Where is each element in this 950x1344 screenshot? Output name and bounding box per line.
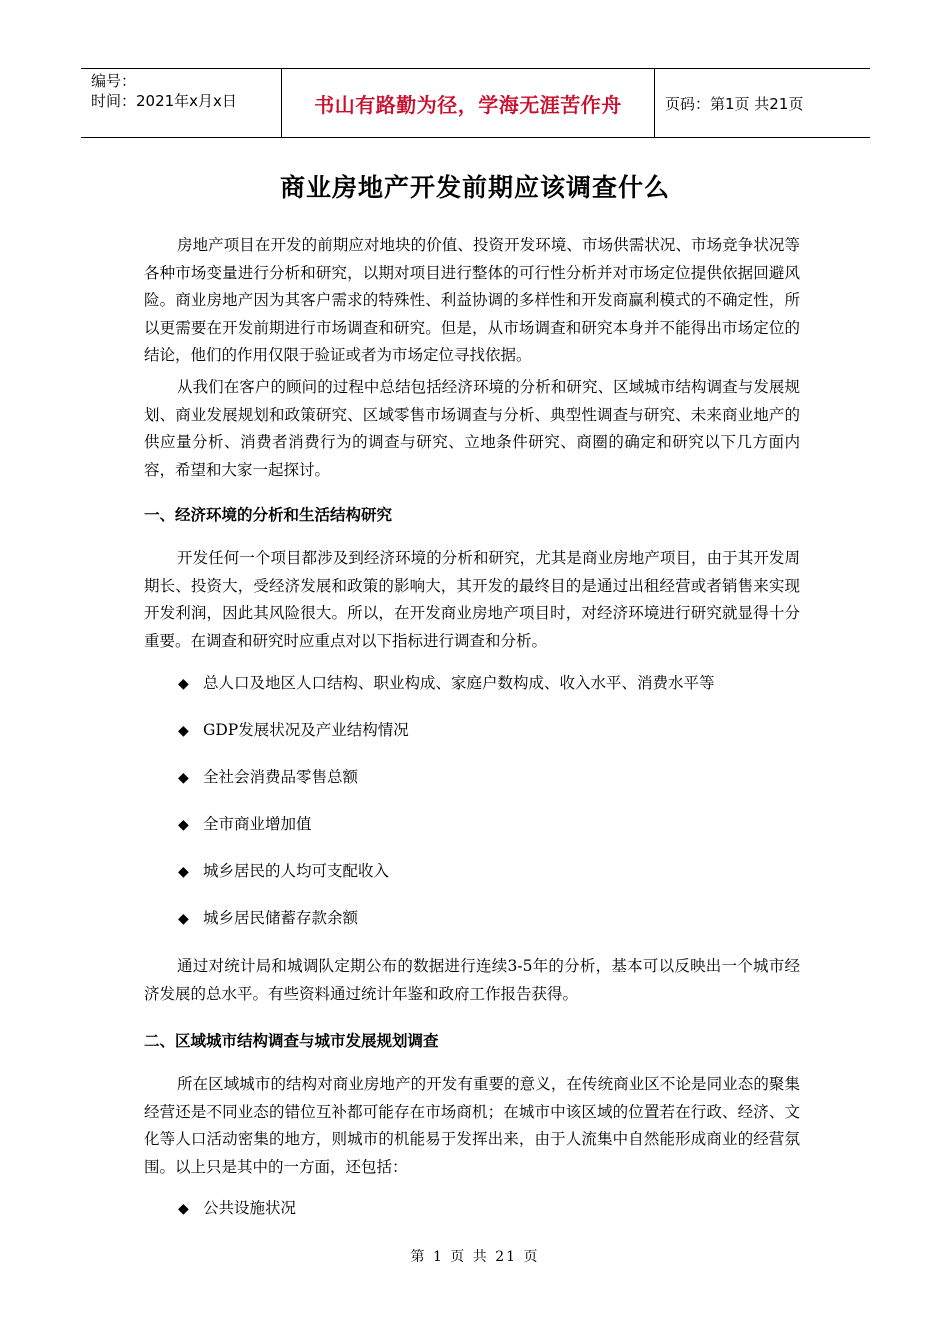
bullet-text: GDP发展状况及产业结构情况 — [203, 721, 409, 739]
bullet-item — [178, 906, 358, 928]
diamond-bullet-icon: ◆ — [178, 864, 189, 880]
document-title: 商业房地产开发前期应该调查什么 — [279, 173, 670, 202]
header-table — [81, 68, 870, 138]
bullet-text: 公共设施状况 — [203, 1199, 297, 1217]
bullet-text: 城乡居民储蓄存款余额 — [203, 909, 359, 927]
paragraph-intro: 房地产项目在开发的前期应对地块的价值、投资开发环境、市场供需状况、市场竞争状况等各种市场变量进行分析和研究，以期对项目进行整体的可行性分析并对市场定位提供依据回避风险。商业房地产因为其客户需求的特殊性、利益协调的多样性和开发商赢利模式的不确定性，所以更需要在开发前期进行市场调查和研究。但是，从市场调查和研究本身并不能得出市场定位的结论，他们的作用仅限于验证或者为市场定位寻找依据。 — [144, 236, 800, 364]
paragraph-overview: 从我们在客户的顾问的过程中总结包括经济环境的分析和研究、区域城市结构调查与发展规划、商业发展规划和政策研究、区域零售市场调查与分析、典型性调查与研究、未来商业地产的供应量分析、消费者消费行为的调查与研究、立地条件研究、商圈的确定和研究以下几方面内容，希望和大家一起探讨。 — [144, 378, 800, 479]
paragraph-section1: 开发任何一个项目都涉及到经济环境的分析和研究，尤其是商业房地产项目，由于其开发周期长、投资大，受经济发展和政策的影响大，其开发的最终目的是通过出租经营或者销售来实现开发利润，因此其风险很大。所以，在开发商业房地产项目时，对经济环境进行研究就显得十分重要。在调查和研究时应重点对以下指标进行调查和分析。 — [144, 549, 800, 650]
bullet-item — [178, 671, 715, 693]
diamond-bullet-icon: ◆ — [178, 676, 189, 692]
bullet-item — [178, 1196, 296, 1218]
section-heading-1: 一、经济环境的分析和生活结构研究 — [144, 506, 393, 524]
bullet-text: 城乡居民的人均可支配收入 — [203, 862, 390, 880]
bullet-text: 全社会消费品零售总额 — [203, 768, 359, 786]
number-label: 编号： — [91, 72, 137, 90]
header-page-cell — [655, 69, 870, 137]
diamond-bullet-icon: ◆ — [178, 1201, 189, 1217]
diamond-bullet-icon: ◆ — [178, 911, 189, 927]
paragraph-section2: 所在区域城市的结构对商业房地产的开发有重要的意义，在传统商业区不论是同业态的聚集经营还是不同业态的错位互补都可能存在市场商机；在城市中该区域的位置若在行政、经济、文化等人口活动密集的地方，则城市的机能易于发挥出来，由于人流集中自然能形成商业的经营氛围。以上只是其中的一方面，还包括： — [144, 1075, 800, 1176]
header-meta — [81, 69, 281, 137]
motto: 书山有路勤为径，学海无涯苦作舟 — [314, 92, 622, 117]
bullet-item — [178, 859, 389, 881]
bullet-text: 总人口及地区人口结构、职业构成、家庭户数构成、收入水平、消费水平等 — [203, 674, 715, 692]
diamond-bullet-icon: ◆ — [178, 770, 189, 786]
paragraph-data-sources: 通过对统计局和城调队定期公布的数据进行连续3-5年的分析，基本可以反映出一个城市经济发展的总水平。有些资料通过统计年鉴和政府工作报告获得。 — [144, 957, 800, 1003]
diamond-bullet-icon: ◆ — [178, 817, 189, 833]
bullet-item — [178, 718, 409, 740]
page-footer: 第 1 页 共 21 页 — [410, 1249, 540, 1265]
diamond-bullet-icon: ◆ — [178, 723, 189, 739]
bullet-text: 全市商业增加值 — [203, 815, 312, 833]
page-info: 页码：第1页 共21页 — [665, 94, 804, 113]
date-label: 时间：2021年x月x日 — [91, 92, 237, 110]
bullet-item — [178, 765, 358, 787]
bullet-item — [178, 812, 312, 834]
header-motto-cell — [281, 69, 655, 137]
section-heading-2: 二、区域城市结构调查与城市发展规划调查 — [144, 1032, 439, 1050]
